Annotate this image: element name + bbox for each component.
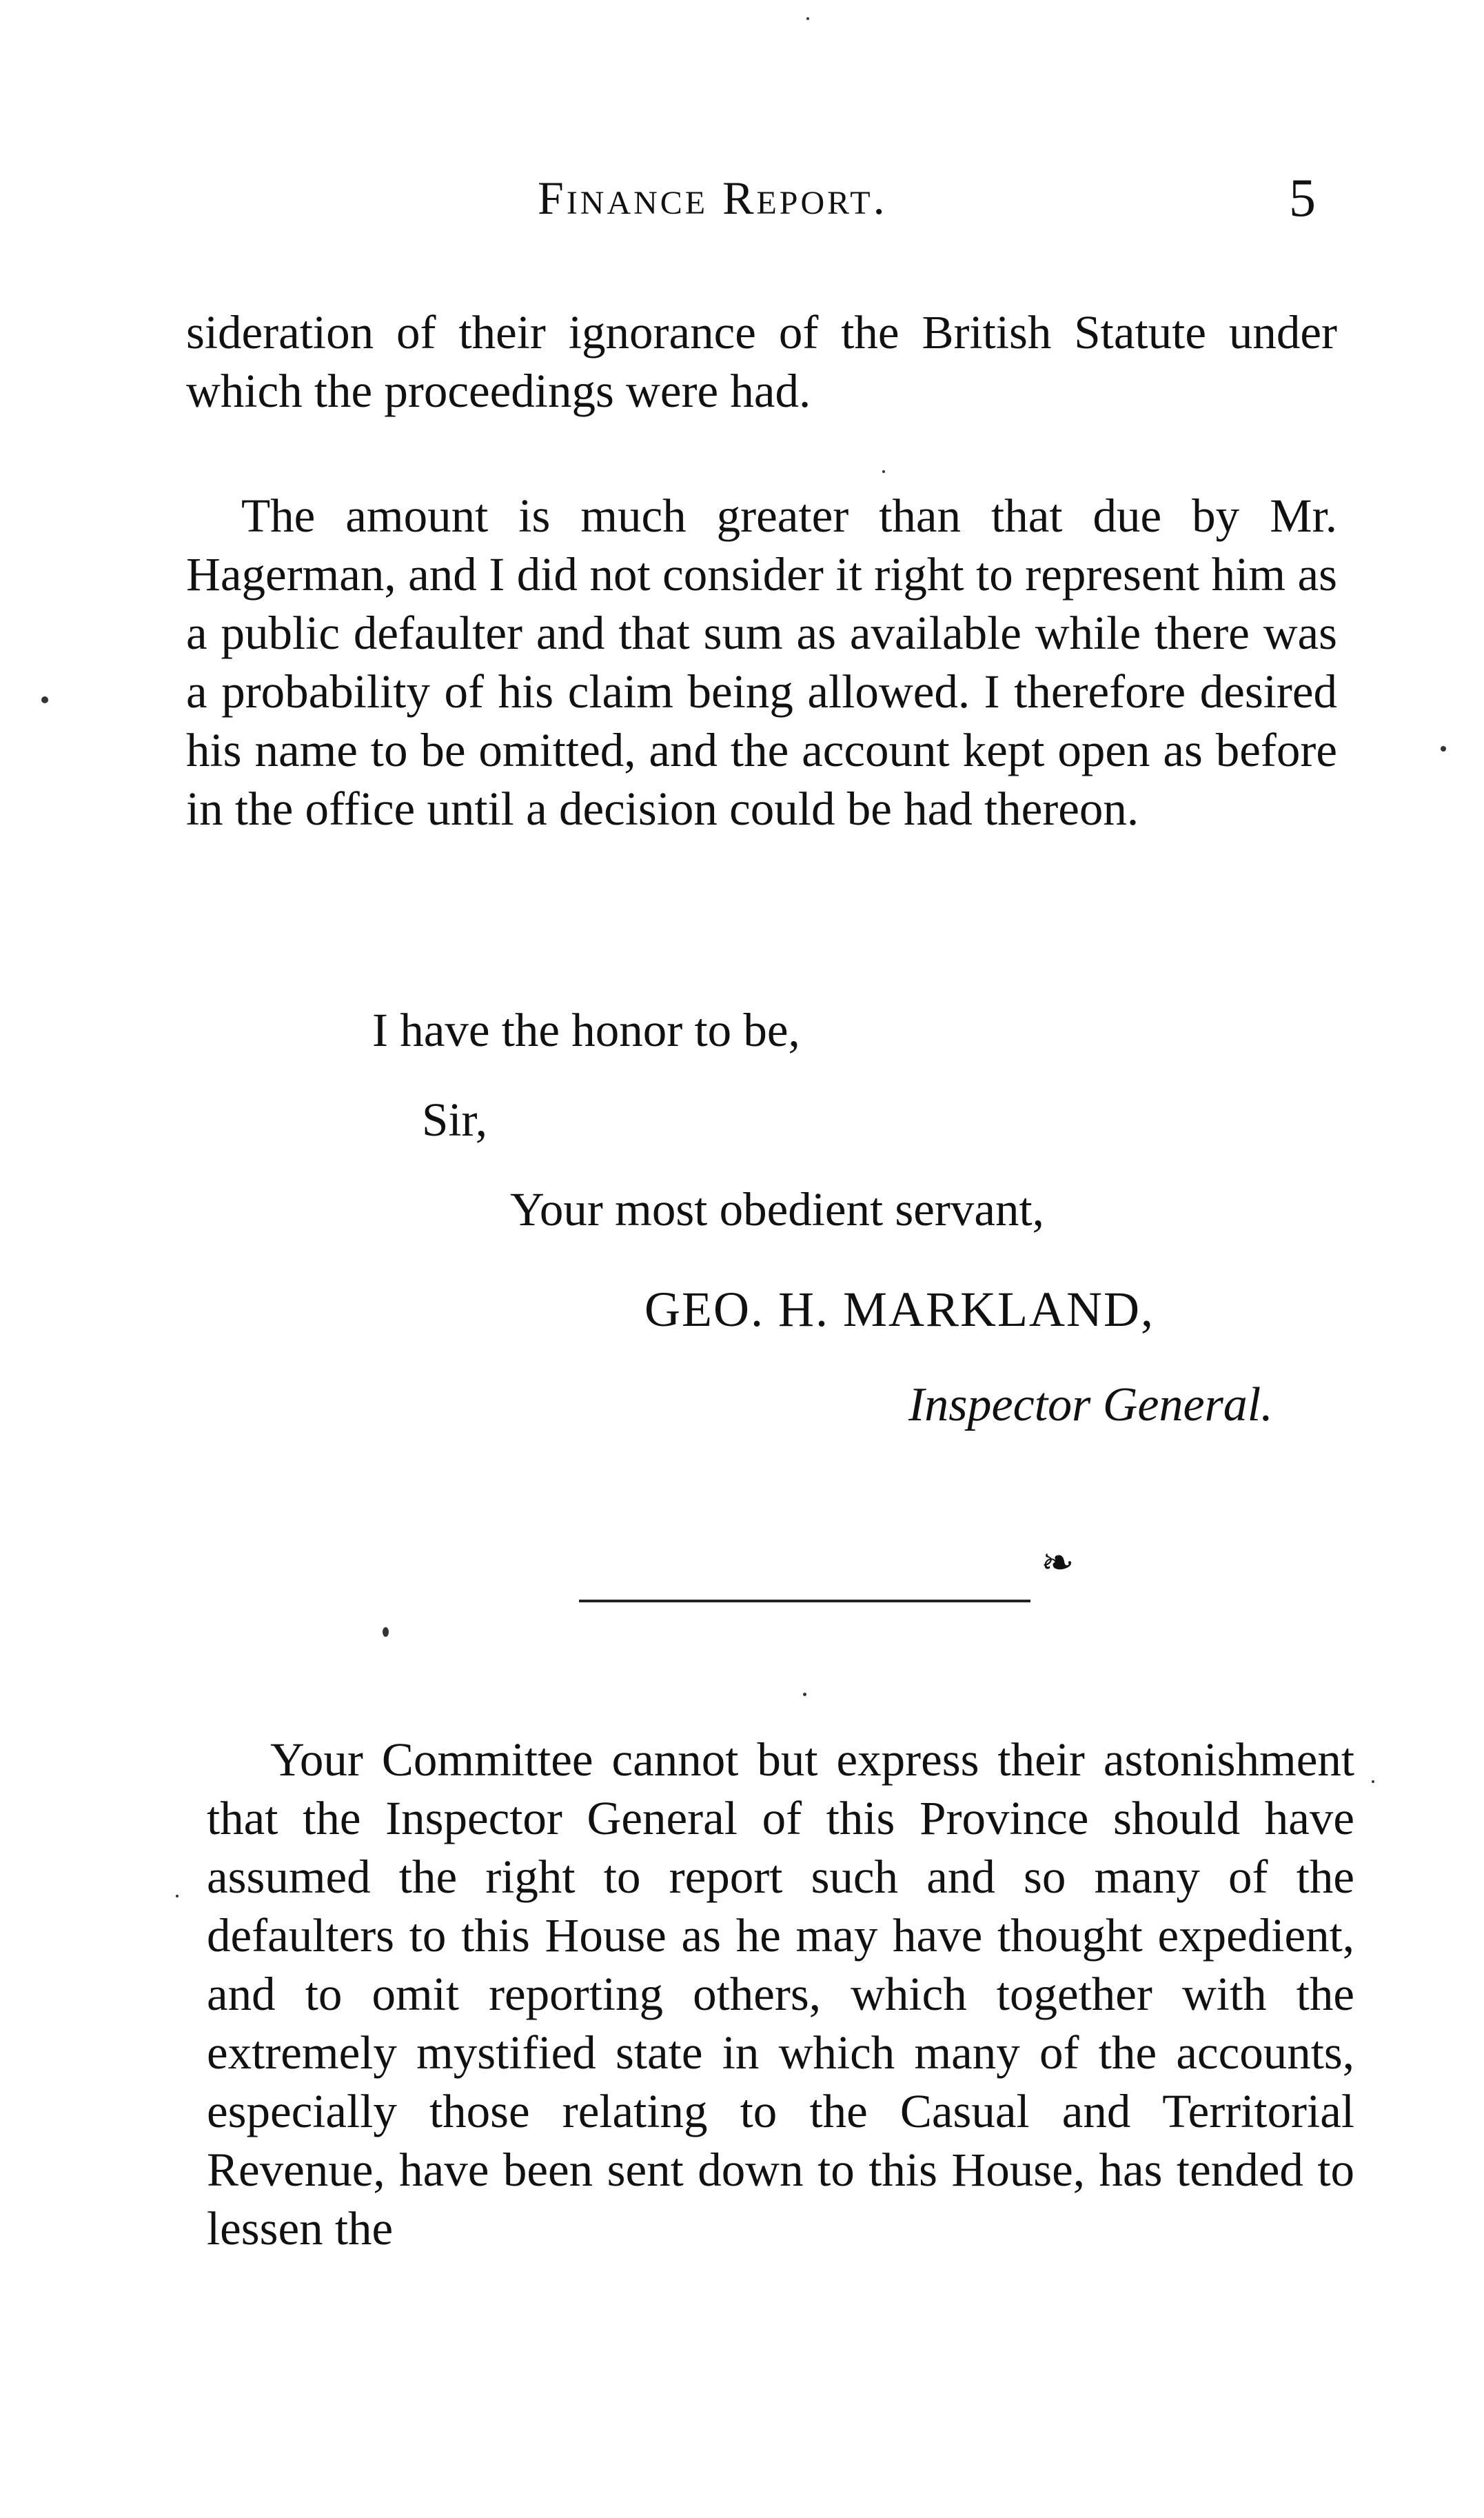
paragraph-hagerman-account: The amount is much greater than that due by Mr. Hagerman, and I did not consider it right to represent him as a public defaulter and that sum as available while there was a probability of his claim being allowed. I therefore desired his name to be omitted, and the account kept open as before in the office until a decision could be had thereon.: [186, 490, 1337, 835]
scan-speck: [41, 696, 48, 703]
closing-honor-line: I have the honor to be,: [372, 1004, 800, 1056]
scan-speck: [803, 1693, 806, 1696]
scan-speck: [806, 17, 809, 20]
scan-speck: [1441, 746, 1446, 752]
signature-name: GEO. H. MARKLAND,: [644, 1282, 1155, 1337]
scan-speck: [1372, 1780, 1374, 1783]
section-divider: [579, 1600, 1030, 1602]
scan-speck: [882, 470, 885, 473]
signature-title: Inspector General.: [908, 1378, 1273, 1431]
closing-salutation: Sir,: [422, 1094, 488, 1146]
page-number: 5: [1289, 168, 1316, 228]
closing-servant-line: Your most obedient servant,: [510, 1183, 1044, 1236]
scan-speck: [383, 1627, 389, 1637]
scan-speck: [176, 1895, 179, 1897]
paragraph-continued: sideration of their ignorance of the British Statute under which the proceedings were had.: [186, 306, 1337, 417]
paragraph-committee-astonishment: Your Committee cannot but express their astonishment that the Inspector General of this Province should have assumed the right to report such and so many of the defaulters to this House as he may have thought expedient, and to omit reporting others, which together with the extremely mystified state in which many of the accounts, especially those relating to the Casual and Territorial Revenue, have been sent down to this House, has tended to lessen the: [207, 1733, 1354, 2255]
running-title: Finance Report.: [538, 172, 888, 224]
fleuron-ornament-icon: ❧: [1041, 1540, 1075, 1585]
